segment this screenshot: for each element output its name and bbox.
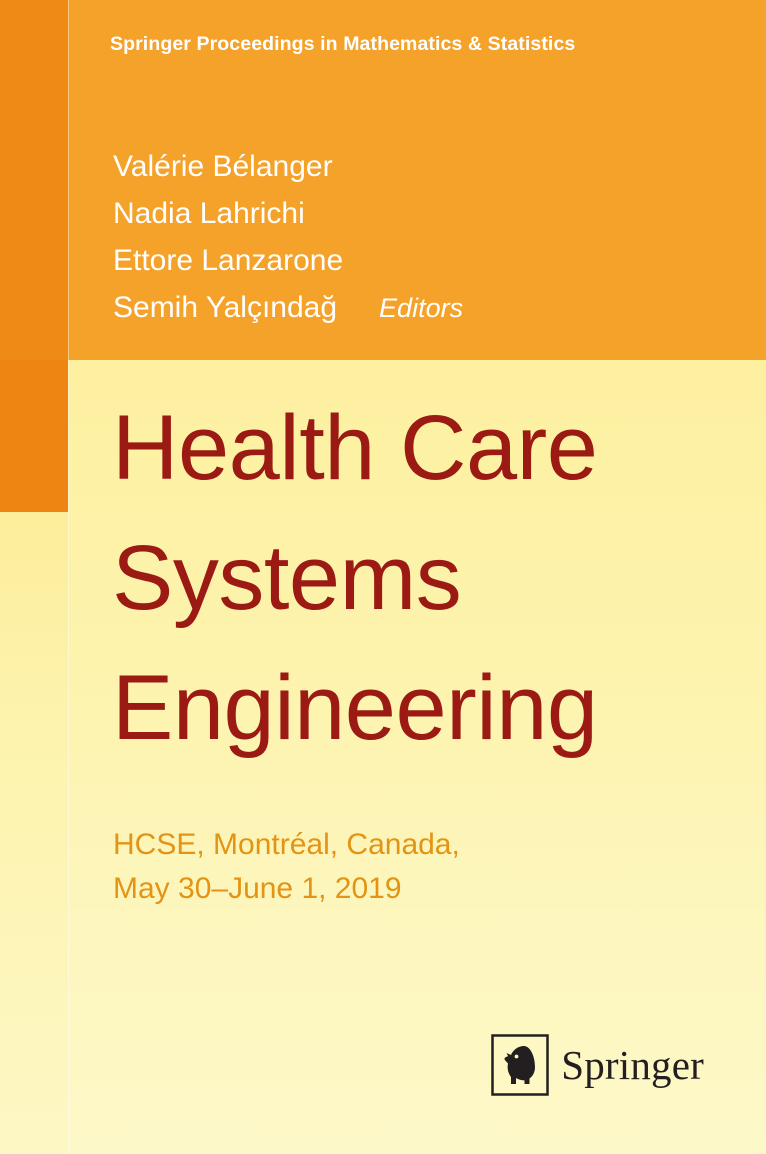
editor-name: Valérie Bélanger [113,150,333,183]
series-title: Springer Proceedings in Mathematics & Statistics [110,33,576,55]
subtitle-line: May 30–June 1, 2019 [113,872,402,905]
top-left-accent-band [0,0,68,360]
publisher-name: Springer [561,1042,704,1088]
book-title [112,383,752,773]
vertical-divider [68,0,69,1154]
editor-name-text: Semih Yalçındağ [113,291,338,324]
publisher-logo [491,1034,704,1096]
title-line: Systems [112,527,462,629]
editor-list [113,143,733,332]
editor-name-last [113,284,733,332]
subtitle-line: HCSE, Montréal, Canada, [113,828,460,861]
left-orange-block [0,360,68,512]
title-line: Health Care [112,397,598,499]
editor-name: Nadia Lahrichi [113,197,305,230]
title-line: Engineering [112,657,598,759]
editors-role-label: Editors [379,293,464,323]
springer-horse-icon [491,1034,549,1096]
editor-name: Ettore Lanzarone [113,244,344,277]
book-subtitle [113,823,713,911]
